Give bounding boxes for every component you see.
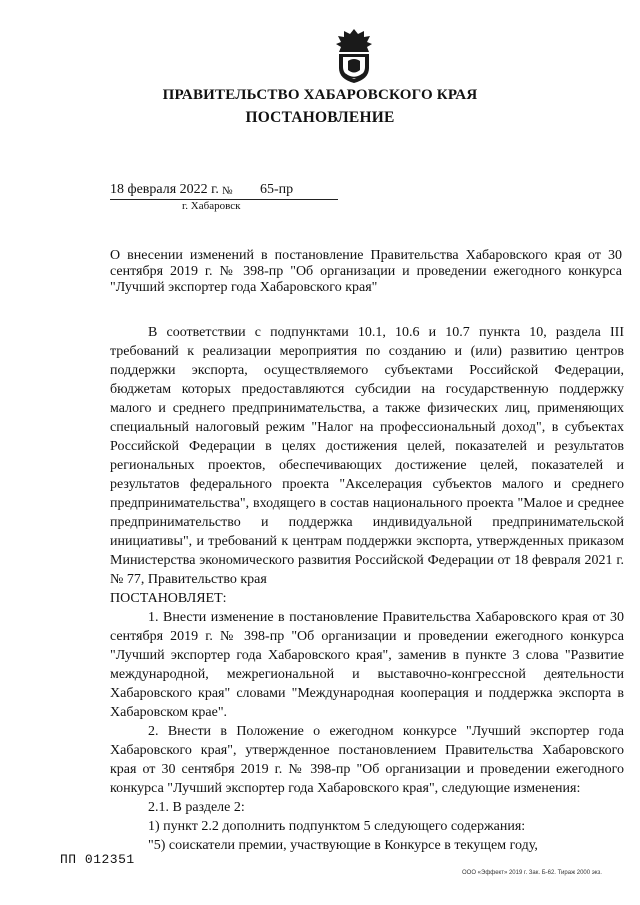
number-sign: №: [222, 185, 233, 197]
item-2-1-paragraph: 2.1. В разделе 2:: [148, 800, 245, 815]
document-id-stamp: ПП 012351: [60, 852, 135, 867]
city-label: г. Хабаровск: [182, 200, 241, 212]
document-subject: О внесении изменений в постановление Правительства Хабаровского края от 30 сентября 2019 г. № 398-пр "Об организации и проведении ежегодного конкурса "Лучший экспортер года Хабаровского края": [110, 248, 622, 295]
item-2-1-1-text-paragraph: "5) соискатели премии, участвующие в Конкурсе в текущем году,: [148, 838, 538, 853]
document-body: [110, 323, 624, 855]
preamble-paragraph: В соответствии с подпунктами 10.1, 10.6 и 10.7 пункта 10, раздела III требований к реализации мероприятия по созданию и (или) развитию центров поддержки экспорта, осуществляемого субъектами Российской Федерации, бюджетам которых предоставляются субсидии на государственную поддержку малого и среднего предпринимательства, а также физических лиц, применяющих специальный налоговый режим "Налог на профессиональный доход", в субъектах Российской Федерации в целях достижения целей, показателей и результатов региональных проектов, обеспечивающих достижение целей, показателей и результатов федерального проекта "Акселерация субъектов малого и среднего предпринимательства", входящего в состав национального проекта "Малое и среднее предпринимательство и поддержка индивидуальной предпринимательской инициативы", и требований к центрам поддержки экспорта, утвержденных приказом Министерства экономического развития Российской Федерации от 18 февраля 2021 г. № 77, Правительство края: [110, 325, 624, 587]
document-date: 18 февраля 2022 г.: [110, 182, 219, 197]
item-1-paragraph: 1. Внести изменение в постановление Правительства Хабаровского края от 30 сентября 2019 г. № 398-пр "Об организации и проведении ежегодного конкурса "Лучший экспортер года Хабаровского края", заменив в пункте 3 слова "Развитие международной, межрегиональной и выставочно-конгрессной деятельности Хабаровского края" словами "Международная кооперация и поддержка экспорта в Хабаровском крае".: [110, 610, 624, 720]
coat-of-arms-icon: [331, 28, 377, 84]
item-2-1-1-paragraph: 1) пункт 2.2 дополнить подпунктом 5 следующего содержания:: [148, 819, 526, 834]
item-2-paragraph: 2. Внести в Положение о ежегодном конкурсе "Лучший экспортер года Хабаровского края", утвержденное постановлением Правительства Хабаровского края от 30 сентября 2019 г. № 398-пр "Об организации и проведении ежегодного конкурса "Лучший экспортер года Хабаровского края", следующие изменения:: [110, 724, 624, 796]
document-type-title: ПОСТАНОВЛЕНИЕ: [245, 109, 395, 126]
document-number: 65-пр: [260, 182, 294, 197]
printer-imprint: ООО «Эффект» 2019 г. Зак. Б-62. Тираж 2000 экз.: [462, 870, 602, 876]
date-number-row: [110, 182, 340, 202]
resolves-heading: ПОСТАНОВЛЯЕТ:: [110, 591, 227, 606]
government-title: ПРАВИТЕЛЬСТВО ХАБАРОВСКОГО КРАЯ: [162, 87, 478, 103]
